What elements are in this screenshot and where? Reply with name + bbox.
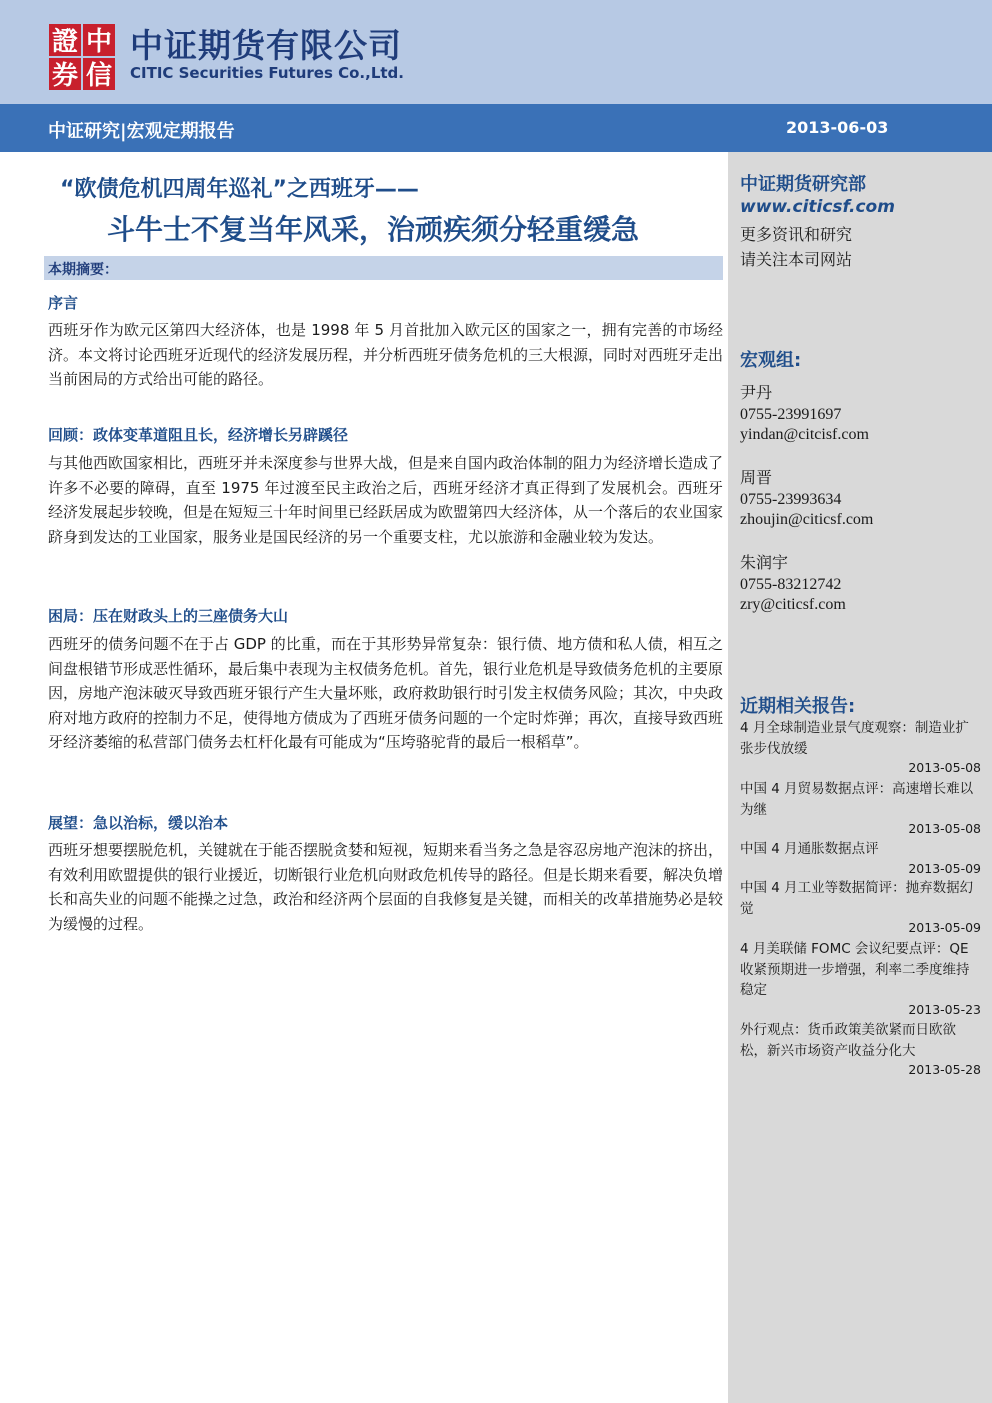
related-report-title[interactable]: 中国 4 月通胀数据点评 [740,841,879,857]
svg-text:中: 中 [85,27,113,57]
section-body-review: 与其他西欧国家相比，西班牙并未深度参与世界大战，但是来自国内政治体制的阻力为经济增长造成了许多不必要的障碍，直至 1975 年过渡至民主政治之后，西班牙经济才真正得到了发展机会。西班牙经济发展起步较晚，但是在短短三十年时间里已经跃居成为欧盟第四大经济体，从一个落后的农业国家跻身到发达的工业国家，服务业是国民经济的另一个重要支柱，尤以旅游和金融业较为发达。 [48,454,724,546]
summary-label: 本期摘要： [48,262,118,278]
related-report-item[interactable] [740,1020,981,1079]
related-report-date: 2013-05-09 [908,920,981,935]
related-report-title[interactable]: 中国 4 月工业等数据简评：抛弃数据幻觉 [740,880,974,917]
contact-card [740,384,869,446]
contact-phone: 0755-23991697 [740,405,842,423]
related-report-item[interactable] [740,839,981,878]
section-body-dilemma: 西班牙的债务问题不在于占 GDP 的比重，而在于其形势异常复杂：银行债、地方债和私人债，相互之间盘根错节形成恶性循环，最后集中表现为主权债务危机。首先，银行业危机是导致债务危机的主要原因，房地产泡沫破灭导致西班牙银行产生大量坏账，政府救助银行时引发主权债务风险；其次，中央政府对地方政府的控制力不足，使得地方债成为了西班牙债务问题的一个定时炸弹；再次，直接导致西班牙经济萎缩的私营部门债务去杠杆化最有可能成为“压垮骆驼背的最后一根稻草”。 [48,635,724,752]
svg-text:信: 信 [85,61,113,91]
related-report-title[interactable]: 中国 4 月贸易数据点评：高速增长难以为继 [740,781,974,818]
related-report-title[interactable]: 外行观点：货币政策美欲紧而日欧欲松，新兴市场资产收益分化大 [740,1022,956,1059]
section-heading-preface: 序言 [48,294,79,312]
sidebar-panel [728,152,992,1403]
contact-card [740,554,846,616]
article-title-line2: 斗牛士不复当年风采，治顽疾须分轻重缓急 [107,213,640,246]
article-title-line1: “欧债危机四周年巡礼”之西班牙—— [60,177,419,202]
related-report-date: 2013-05-08 [908,760,981,775]
summary-bar [44,256,723,280]
website-link[interactable]: www.citicsf.com [740,197,895,217]
contact-email[interactable]: yindan@citcisf.com [740,426,869,443]
contact-email[interactable]: zhoujin@citicsf.com [740,511,874,528]
contact-email[interactable]: zry@citicsf.com [740,596,846,613]
contact-phone: 0755-83212742 [740,575,842,593]
section-body-preface: 西班牙作为欧元区第四大经济体，也是 1998 年 5 月首批加入欧元区的国家之一，拥有完善的市场经济。本文将讨论西班牙近现代的经济发展历程，并分析西班牙债务危机的三大根源，同时对西班牙走出当前困局的方式给出可能的路径。 [48,321,724,389]
research-dept-heading: 中证期货研究部 [740,174,866,195]
related-report-item[interactable] [740,718,981,777]
report-date: 2013-06-03 [786,118,889,137]
svg-text:券: 券 [51,61,79,91]
contact-name: 尹丹 [740,385,773,402]
macro-group-heading: 宏观组: [740,350,802,371]
related-report-item[interactable] [740,779,981,838]
related-report-date: 2013-05-28 [908,1062,981,1077]
related-report-item[interactable] [740,878,981,937]
related-reports-heading: 近期相关报告: [740,696,856,717]
related-report-date: 2013-05-09 [908,860,981,876]
report-series: 中证研究|宏观定期报告 [48,121,235,142]
section-heading-outlook: 展望：急以治标，缓以治本 [48,814,229,832]
contact-card [740,469,873,531]
section-heading-dilemma: 困局：压在财政头上的三座债务大山 [48,607,289,625]
citic-securities-logo [47,22,117,92]
company-name-cn: 中证期货有限公司 [130,26,402,65]
section-heading-review: 回顾：政体变革道阻且长，经济增长另辟蹊径 [48,426,349,444]
contact-name: 周晋 [740,470,773,487]
more-info-line1: 更多资讯和研究 [740,225,853,244]
more-info-line2: 请关注本司网站 [740,250,853,269]
contact-name: 朱润宇 [740,555,789,572]
section-body-outlook: 西班牙想要摆脱危机，关键就在于能否摆脱贪婪和短视，短期来看当务之急是容忍房地产泡沫的挤出，有效利用欧盟提供的银行业援近，切断银行业危机向财政危机传导的路径。但是长期来看要，解决负增长和高失业的问题不能操之过急，政治和经济两个层面的自我修复是关键，而相关的改革措施势必是较为缓慢的过程。 [48,841,724,933]
svg-text:證: 證 [51,27,79,57]
report-title-bar [0,104,992,152]
related-report-title[interactable]: 4 月全球制造业景气度观察：制造业扩张步伐放缓 [740,720,969,757]
related-report-item[interactable] [740,939,981,1019]
related-report-title[interactable]: 4 月美联储 FOMC 会议纪要点评：QE 收紧预期进一步增强，利率二季度维持稳定 [740,941,970,998]
related-report-date: 2013-05-08 [908,821,981,836]
page-header [0,0,992,104]
related-report-date: 2013-05-23 [908,1001,981,1017]
company-name-en: CITIC Securities Futures Co.,Ltd. [130,64,404,82]
contact-phone: 0755-23993634 [740,490,842,508]
